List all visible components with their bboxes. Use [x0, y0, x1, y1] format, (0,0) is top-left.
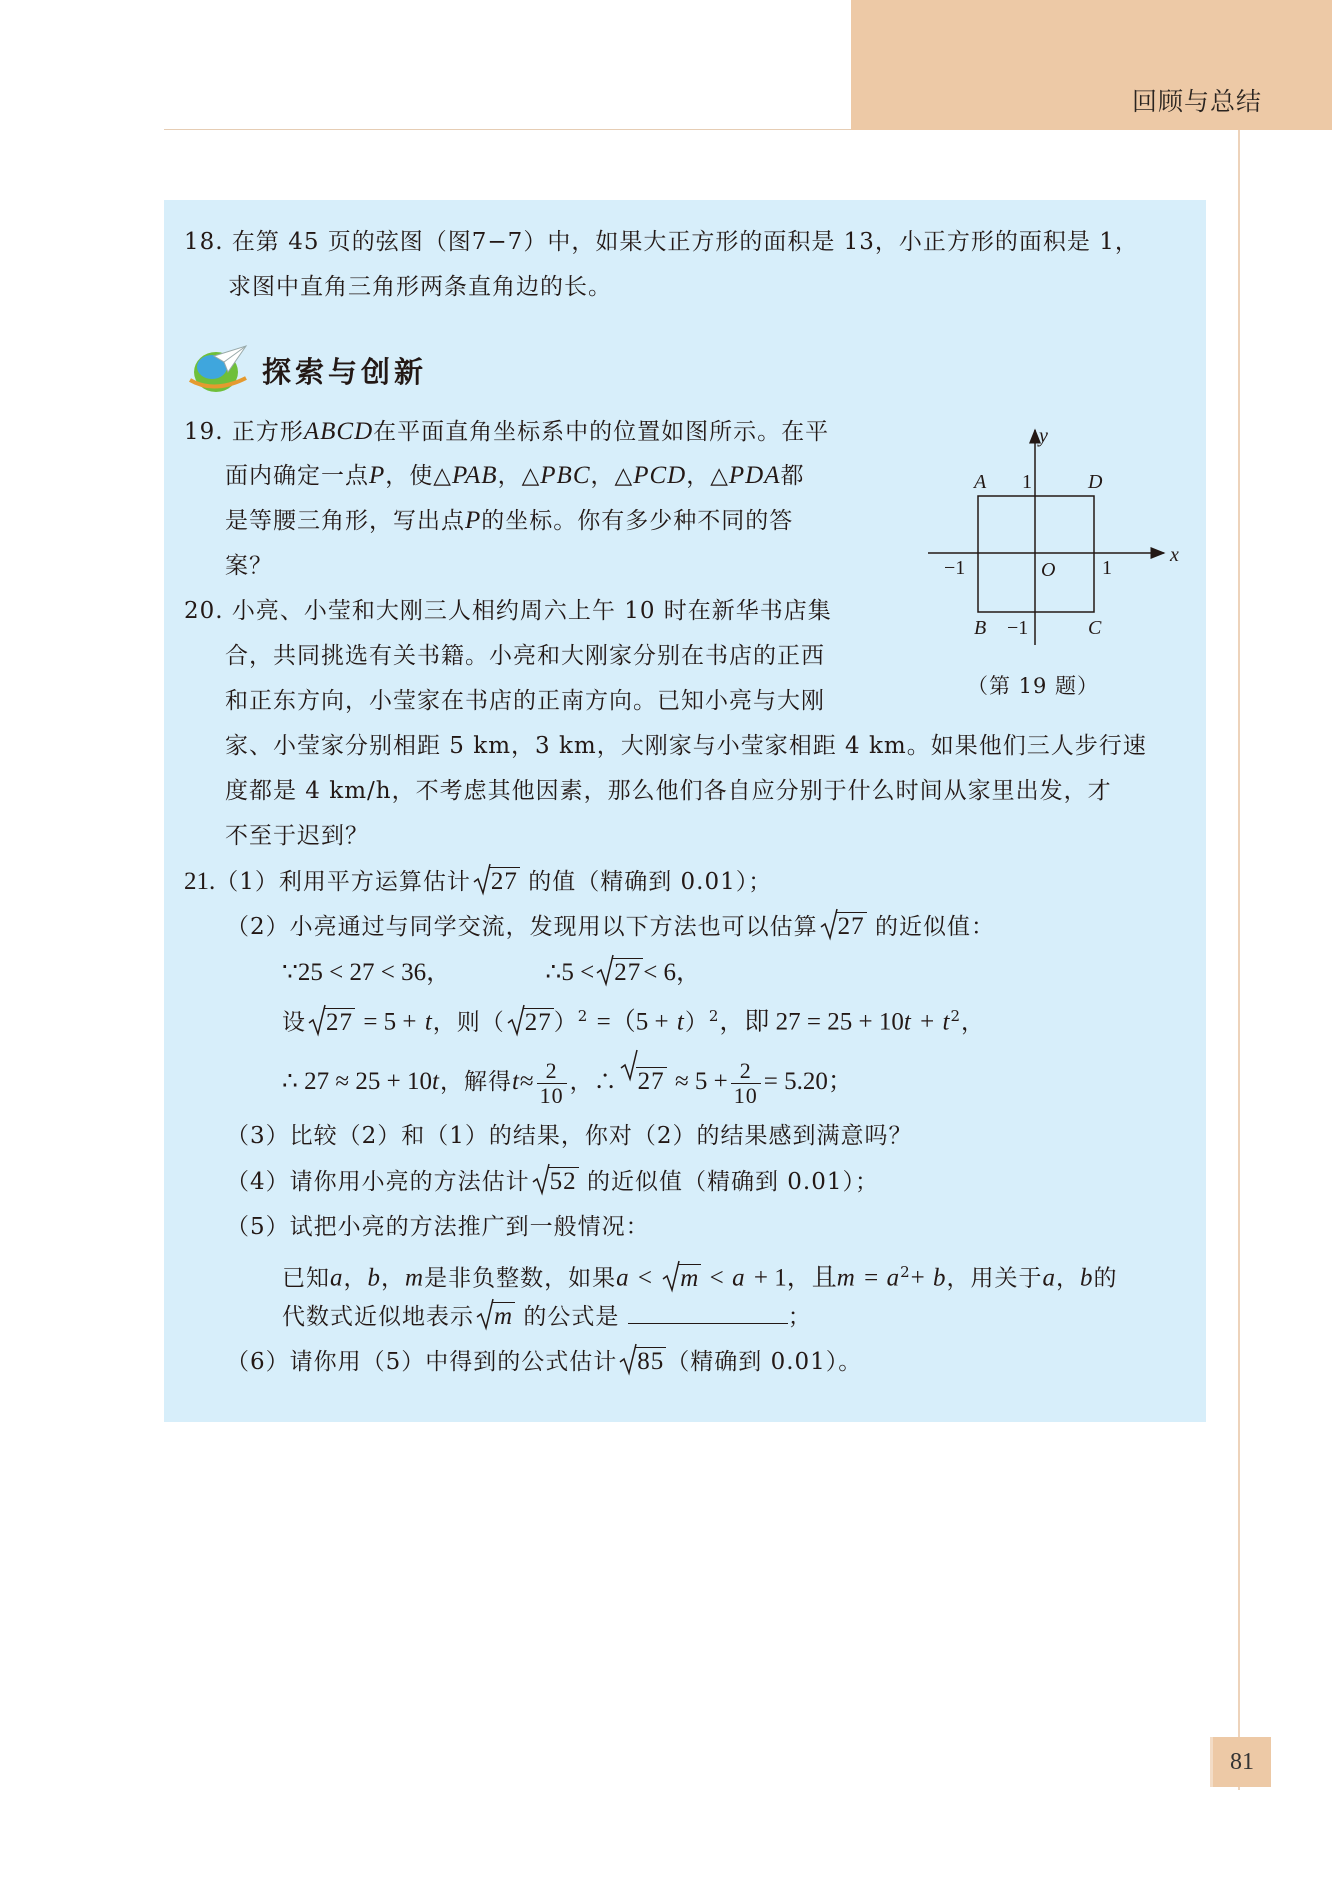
p21-text: 的公式是 — [523, 1304, 620, 1330]
var-a: a — [1042, 1264, 1057, 1292]
p21-text: （6）请你用（5）中得到的公式估计 — [226, 1349, 618, 1375]
p19-text: ，△ — [590, 463, 634, 489]
p21-math: + — [920, 1008, 935, 1036]
var-t: t — [424, 1008, 433, 1036]
sqrt-27: 27 — [820, 911, 867, 943]
p18-line2: 求图中直角三角形两条直角边的长。 — [228, 274, 612, 300]
exponent: 2 — [577, 1007, 589, 1025]
p21-part5-condition — [282, 1256, 1118, 1295]
coordinate-figure — [918, 422, 1208, 712]
p21-text: 的 — [1093, 1265, 1118, 1292]
inequality-a: ∵25 < 27 < 36， — [282, 959, 452, 986]
p19-text: 的坐标。你有多少种不同的答 — [481, 508, 794, 534]
p19-text: 面内确定一点 — [225, 463, 369, 489]
triangle-pbc: PBC — [540, 462, 591, 489]
sqrt-27: 27 — [308, 1007, 355, 1039]
var-t: t — [903, 1008, 912, 1036]
sqrt-85: 85 — [619, 1346, 666, 1378]
p21-part5: （5）试把小亮的方法推广到一般情况： — [226, 1214, 650, 1240]
var-b: b — [367, 1264, 381, 1292]
p21-text: 设 — [282, 1009, 306, 1036]
chapter-title: 回顾与总结 — [1131, 87, 1262, 116]
p21-math: ≈ — [519, 1068, 534, 1095]
tick-label-x-1: 1 — [1102, 557, 1112, 579]
p21-math: < — [709, 1264, 724, 1292]
p20-line5: 度都是 4 km/h，不考虑其他因素，那么他们各自应分别于什么时间从家里出发，才 — [225, 778, 1112, 804]
p21-text: ， — [343, 1265, 368, 1292]
p19-text: ，△ — [497, 463, 541, 489]
numerator: 2 — [731, 1059, 761, 1084]
p19-line4: 案？ — [225, 553, 273, 579]
y-axis-label: y — [1039, 425, 1048, 447]
p21-text: （2）小亮通过与同学交流，发现用以下方法也可以估算 — [226, 914, 818, 940]
p21-text: ， — [381, 1265, 405, 1292]
p21-text: 是非负整数，如果 — [424, 1265, 617, 1292]
p19-line2 — [225, 460, 805, 492]
sqrt-m: m — [662, 1263, 701, 1295]
triangle-pab: PAB — [451, 462, 498, 489]
p21-math: = 5.20； — [763, 1068, 853, 1095]
point-p: P — [465, 507, 482, 534]
p21-math: =（5 + — [596, 1008, 669, 1036]
p21-text: ） — [684, 1009, 709, 1036]
inequality-c: < 6， — [643, 959, 702, 986]
paper-plane-globe-icon — [184, 342, 252, 398]
x-axis-label: x — [1170, 544, 1179, 566]
point-p: P — [369, 462, 386, 489]
p21-math: = — [864, 1264, 879, 1292]
var-t: t — [676, 1008, 685, 1036]
sqrt-52: 52 — [532, 1166, 579, 1198]
p21-text: 的值（精确到 0.01）； — [528, 869, 773, 895]
p21-math: ，即 27 = 25 + 10 — [719, 1008, 904, 1036]
p21-text: 已知 — [282, 1265, 330, 1292]
p21-math: + 1，且 — [753, 1264, 837, 1292]
p21-part2 — [226, 911, 995, 943]
p21-part3: （3）比较（2）和（1）的结果，你对（2）的结果感到满意吗？ — [226, 1123, 913, 1149]
p20-line3: 和正东方向，小莹家在书店的正南方向。已知小亮与大刚 — [225, 688, 825, 714]
p21-text: ） — [553, 1009, 578, 1036]
var-t: t — [942, 1008, 951, 1036]
header-rule — [164, 129, 851, 130]
origin-label: O — [1041, 559, 1056, 581]
var-a: a — [330, 1264, 344, 1292]
vertex-b: B — [974, 617, 987, 639]
page-number: 81 — [1210, 1737, 1271, 1787]
p19-line3 — [225, 505, 793, 537]
p21-text: （4）请你用小亮的方法估计 — [226, 1169, 530, 1195]
p21-part5-formula — [282, 1301, 812, 1333]
p21-part1 — [184, 866, 772, 898]
margin-rule — [1238, 130, 1240, 1790]
tick-label-x-neg1: −1 — [944, 557, 966, 579]
p20-line1: 20. 小亮、小莹和大刚三人相约周六上午 10 时在新华书店集 — [184, 598, 832, 624]
var-m: m — [836, 1264, 856, 1292]
sqrt-27: 27 — [596, 957, 643, 989]
exponent: 2 — [708, 1007, 720, 1025]
fraction-2-10 — [537, 1059, 567, 1108]
fraction-2-10 — [731, 1059, 761, 1108]
exercise-box — [164, 200, 1206, 1422]
p19-number: 19. — [184, 419, 224, 445]
square-name: ABCD — [303, 418, 374, 445]
p21-part6 — [226, 1346, 862, 1378]
p21-text: 的近似值（精确到 0.01）； — [586, 1169, 879, 1195]
p19-text: 在平面直角坐标系中的位置如图所示。在平 — [373, 419, 830, 445]
p21-text: 的近似值： — [874, 914, 995, 940]
p19-text: ，△ — [686, 463, 729, 489]
var-b: b — [933, 1264, 947, 1292]
method-line2 — [282, 1000, 985, 1039]
section-title: 探索与创新 — [262, 354, 428, 389]
p20-line2: 合，共同挑选有关书籍。小亮和大刚家分别在书店的正西 — [225, 643, 825, 669]
p19-line1 — [184, 416, 829, 448]
p21-text: ， — [1056, 1265, 1081, 1292]
p21-text: ，则（ — [432, 1009, 505, 1036]
var-m: m — [405, 1264, 425, 1292]
p20-line6: 不至于迟到？ — [225, 823, 369, 849]
numerator: 2 — [537, 1059, 567, 1084]
p21-text: ，解得 — [439, 1069, 512, 1095]
p21-math: ∴ 27 ≈ 25 + 10 — [282, 1068, 432, 1095]
section-heading — [184, 340, 427, 400]
square-abcd — [978, 496, 1094, 612]
tick-label-y-1: 1 — [1022, 471, 1032, 493]
p21-math: + — [910, 1264, 925, 1292]
exponent: 2 — [900, 1263, 911, 1281]
vertex-c: C — [1088, 617, 1102, 639]
sqrt-27: 27 — [473, 866, 520, 898]
inequality-b: ∴5 < — [545, 959, 595, 986]
p21-text: ，∴ — [569, 1069, 618, 1095]
p21-text: ， — [961, 1009, 986, 1036]
coordinate-plot — [918, 422, 1208, 662]
p21-text: （精确到 0.01）。 — [666, 1349, 863, 1375]
var-a: a — [616, 1264, 630, 1292]
sqrt-27: 27 — [507, 1007, 554, 1039]
p18-line1: 18. 在第 45 页的弦图（图7−7）中，如果大正方形的面积是 13，小正方形的面积是 1， — [184, 229, 1139, 255]
sqrt-m: m — [476, 1301, 515, 1333]
vertex-a: A — [974, 471, 987, 493]
p21-text: （1）利用平方运算估计 — [215, 869, 471, 895]
denominator: 10 — [539, 1082, 564, 1108]
figure-caption: （第 19 题） — [966, 674, 1100, 698]
p21-text: ，用关于 — [946, 1265, 1043, 1292]
triangle-pda: PDA — [728, 462, 781, 489]
p21-text: ； — [787, 1304, 812, 1330]
p21-part4 — [226, 1166, 879, 1198]
exponent: 2 — [950, 1007, 962, 1025]
p21-math: < — [637, 1264, 652, 1292]
var-a: a — [732, 1264, 746, 1292]
method-line1 — [282, 957, 701, 989]
p21-number: 21. — [184, 868, 216, 895]
tick-label-y-neg1: −1 — [1007, 617, 1029, 639]
p19-text: 都 — [780, 463, 805, 489]
p21-text: 代数式近似地表示 — [282, 1304, 474, 1330]
header-band — [851, 0, 1332, 130]
var-a: a — [886, 1264, 901, 1292]
p19-text: 正方形 — [231, 419, 304, 445]
method-line3 — [282, 1052, 853, 1112]
p21-math: ≈ 5 + — [674, 1068, 728, 1095]
var-t: t — [431, 1068, 440, 1095]
var-t: t — [511, 1068, 520, 1095]
vertex-d: D — [1088, 471, 1103, 493]
p19-text: ，使△ — [385, 463, 452, 489]
answer-blank[interactable] — [628, 1301, 788, 1324]
denominator: 10 — [733, 1082, 758, 1108]
p20-line4: 家、小莹家分别相距 5 km，3 km，大刚家与小莹家相距 4 km。如果他们三人步行速 — [225, 733, 1147, 759]
sqrt-27: 27 — [620, 1052, 667, 1112]
p21-math: = 5 + — [363, 1008, 417, 1036]
var-b: b — [1080, 1264, 1094, 1292]
triangle-pcd: PCD — [633, 462, 687, 489]
p19-text: 是等腰三角形，写出点 — [225, 508, 465, 534]
